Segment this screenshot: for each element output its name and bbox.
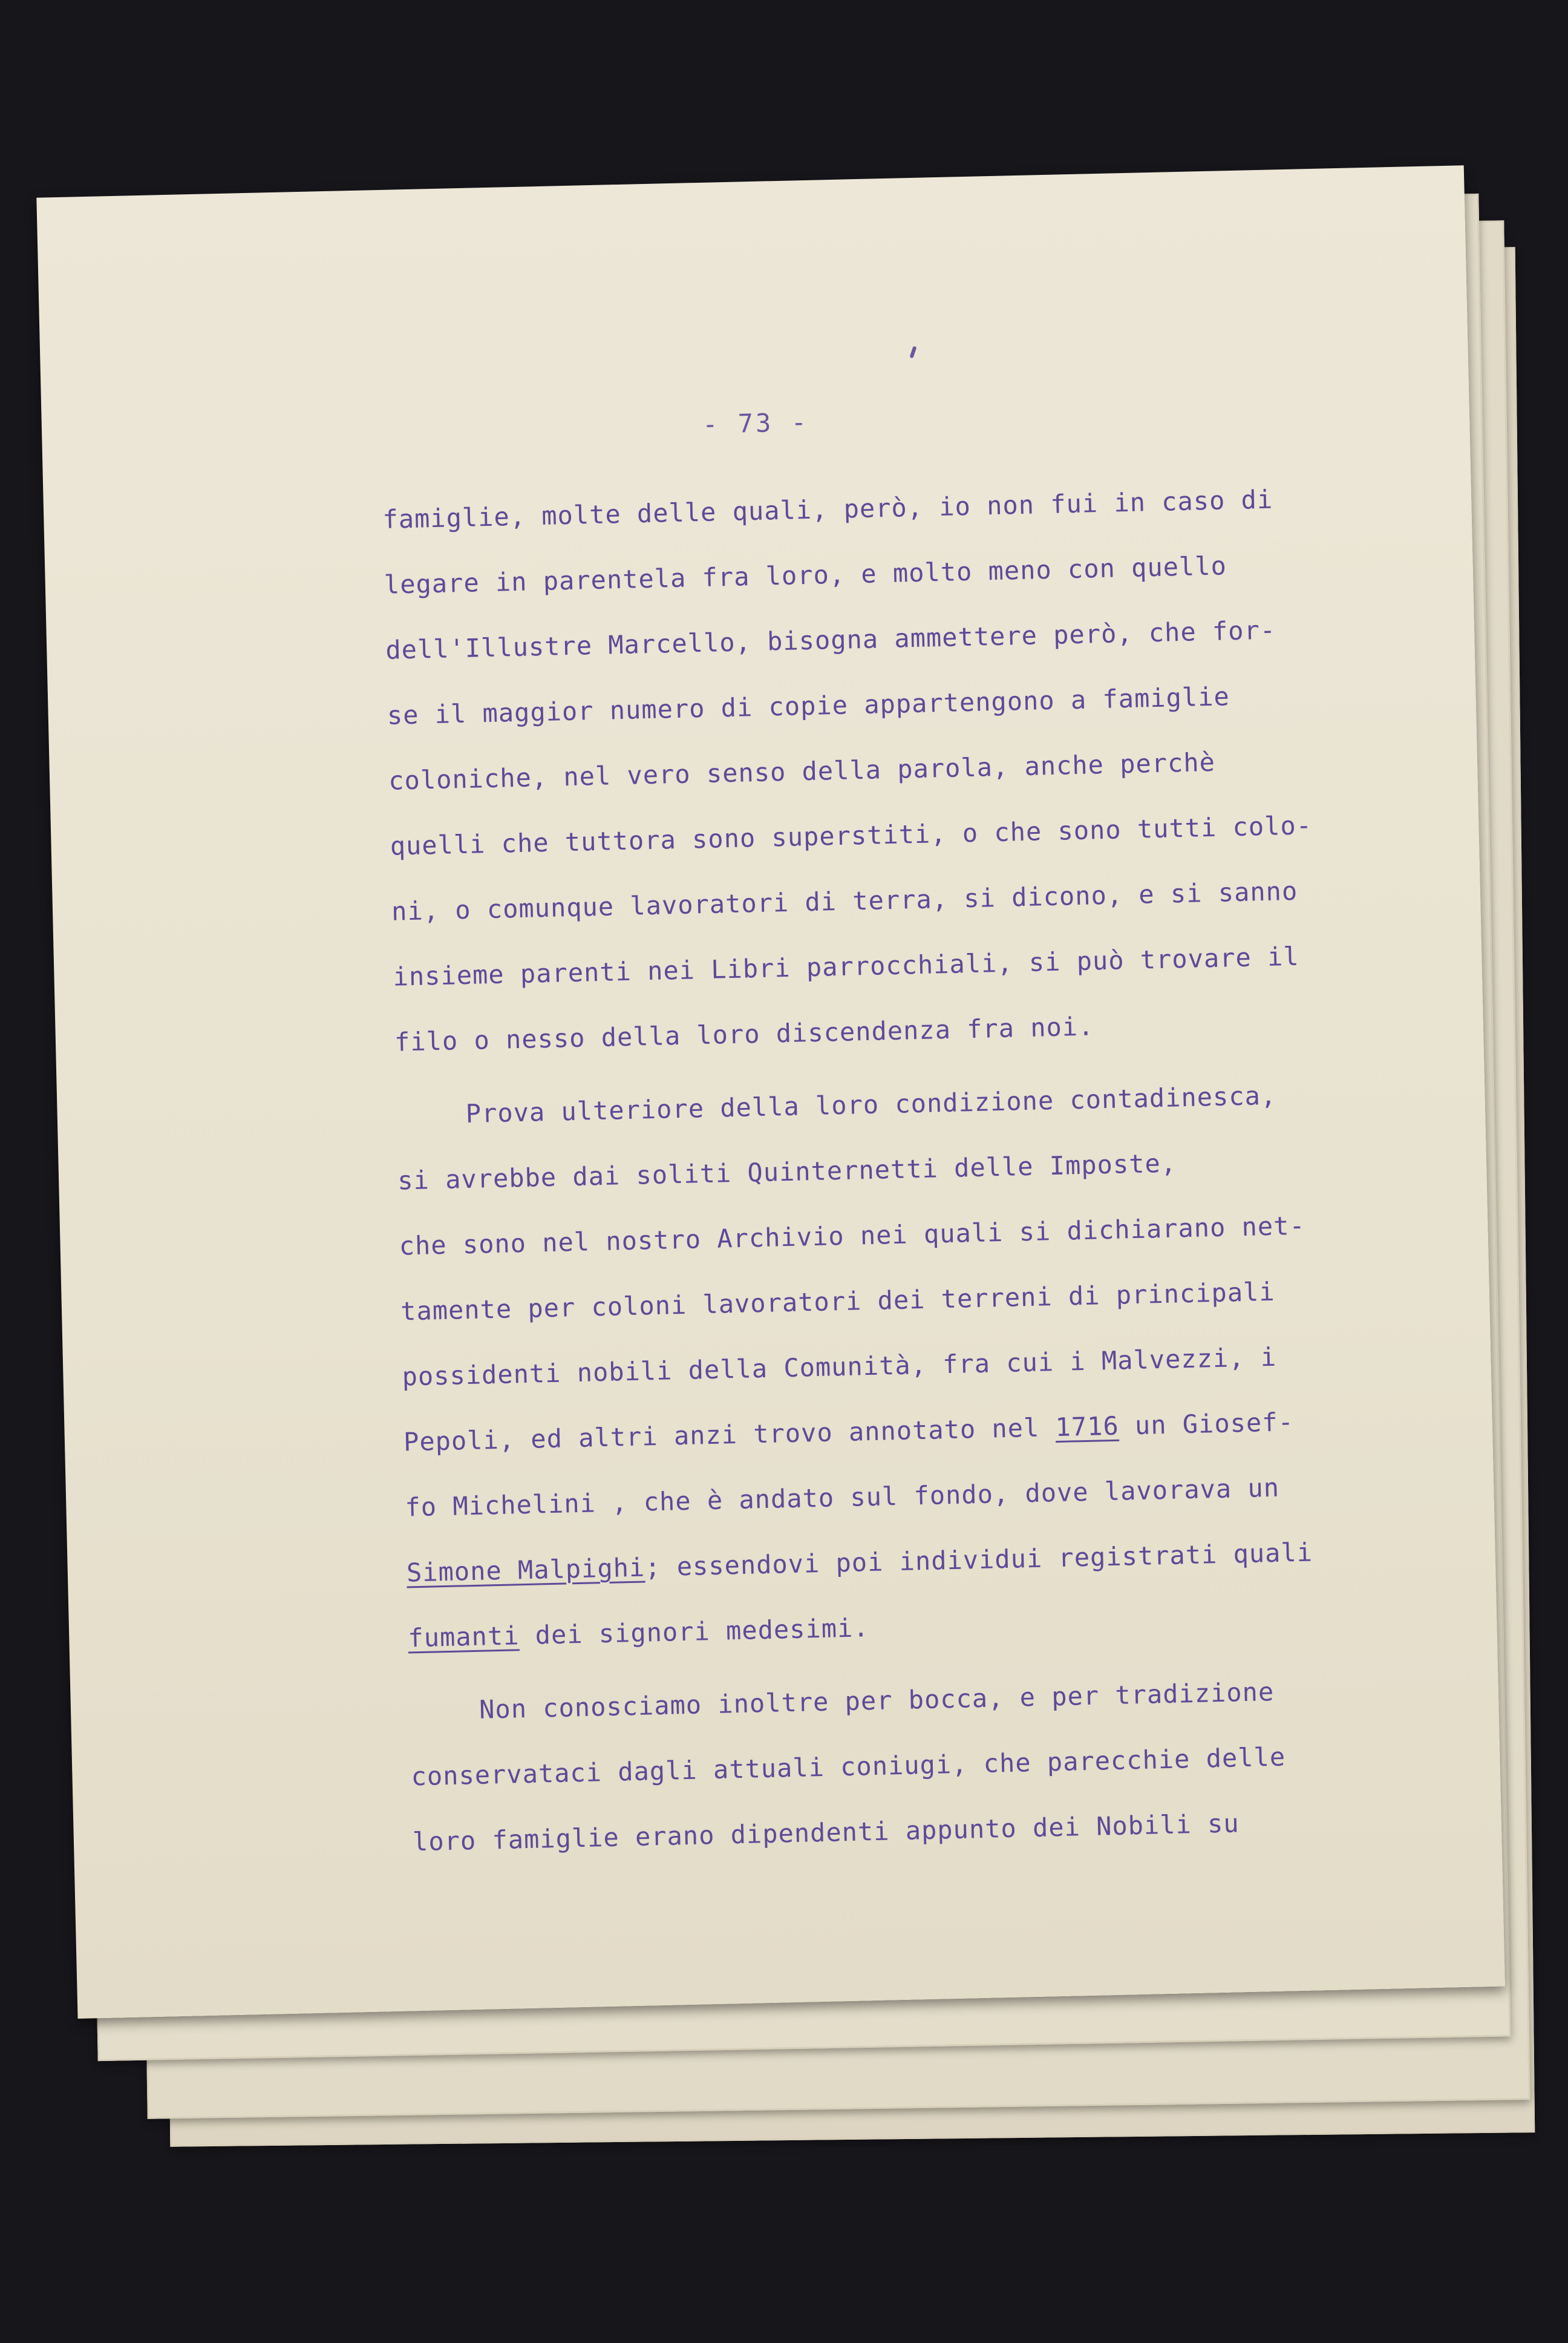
text-line: possidenti nobili della Comunità, fra cui i Malvezzi, i [402,1342,1277,1392]
text-line: Non conosciamo inoltre per bocca, e per tradizione [479,1676,1275,1725]
text-fragment: dei signori medesimi. [518,1613,870,1651]
text-line [408,1613,869,1653]
text-line: se il maggior numero di copie appartengono a famiglie [387,681,1230,730]
text-line: si avrebbe dai soliti Quinternetti delle Imposte, [397,1148,1177,1196]
text-line [406,1537,1313,1587]
underlined-name: Simone Malpighi [406,1552,645,1588]
text-line: filo o nesso della loro discendenza fra noi. [394,1011,1094,1057]
text-fragment: ; essendovi poi individui registrati quali [644,1537,1313,1582]
text-line: fo Michelini , che è andato sul fondo, dove lavorava un [405,1472,1280,1522]
underlined-term: fumanti [407,1620,520,1653]
text-line: che sono nel nostro Archivio nei quali si dichiarano net- [399,1210,1306,1261]
text-line: loro famiglie erano dipendenti appunto dei Nobili su [412,1808,1240,1857]
text-fragment: un Giosef- [1119,1407,1295,1441]
text-line: ni, o comunque lavoratori di terra, si dicono, e si sanno [391,876,1298,926]
text-fragment: Pepoli, ed altri anzi trovo annotato nel [403,1412,1056,1457]
text-line: insieme parenti nei Libri parrocchiali, si può trovare il [393,941,1300,992]
underlined-year: 1716 [1055,1411,1120,1443]
text-line: dell'Illustre Marcello, bisogna ammettere però, che for- [385,615,1276,665]
text-line [403,1407,1295,1457]
page-number: - 73 - [702,407,809,439]
ink-mark [909,346,916,359]
typed-page [36,165,1505,2019]
text-line: Prova ulteriore della loro condizione contadinesca, [465,1080,1277,1129]
text-line: tamente per coloni lavoratori dei terreni di principali [400,1276,1276,1326]
text-line: quelli che tuttora sono superstiti, o che sono tutti colo- [390,810,1313,861]
text-line: conservataci dagli attuali coniugi, che parecchie delle [411,1742,1286,1792]
text-line: famiglie, molte delle quali, però, io non fui in caso di [382,484,1273,534]
text-line: legare in parentela fra loro, e molto meno con quello [384,551,1227,600]
text-line: coloniche, nel vero senso della parola, anche perchè [388,747,1216,796]
page-text [382,481,1411,1857]
